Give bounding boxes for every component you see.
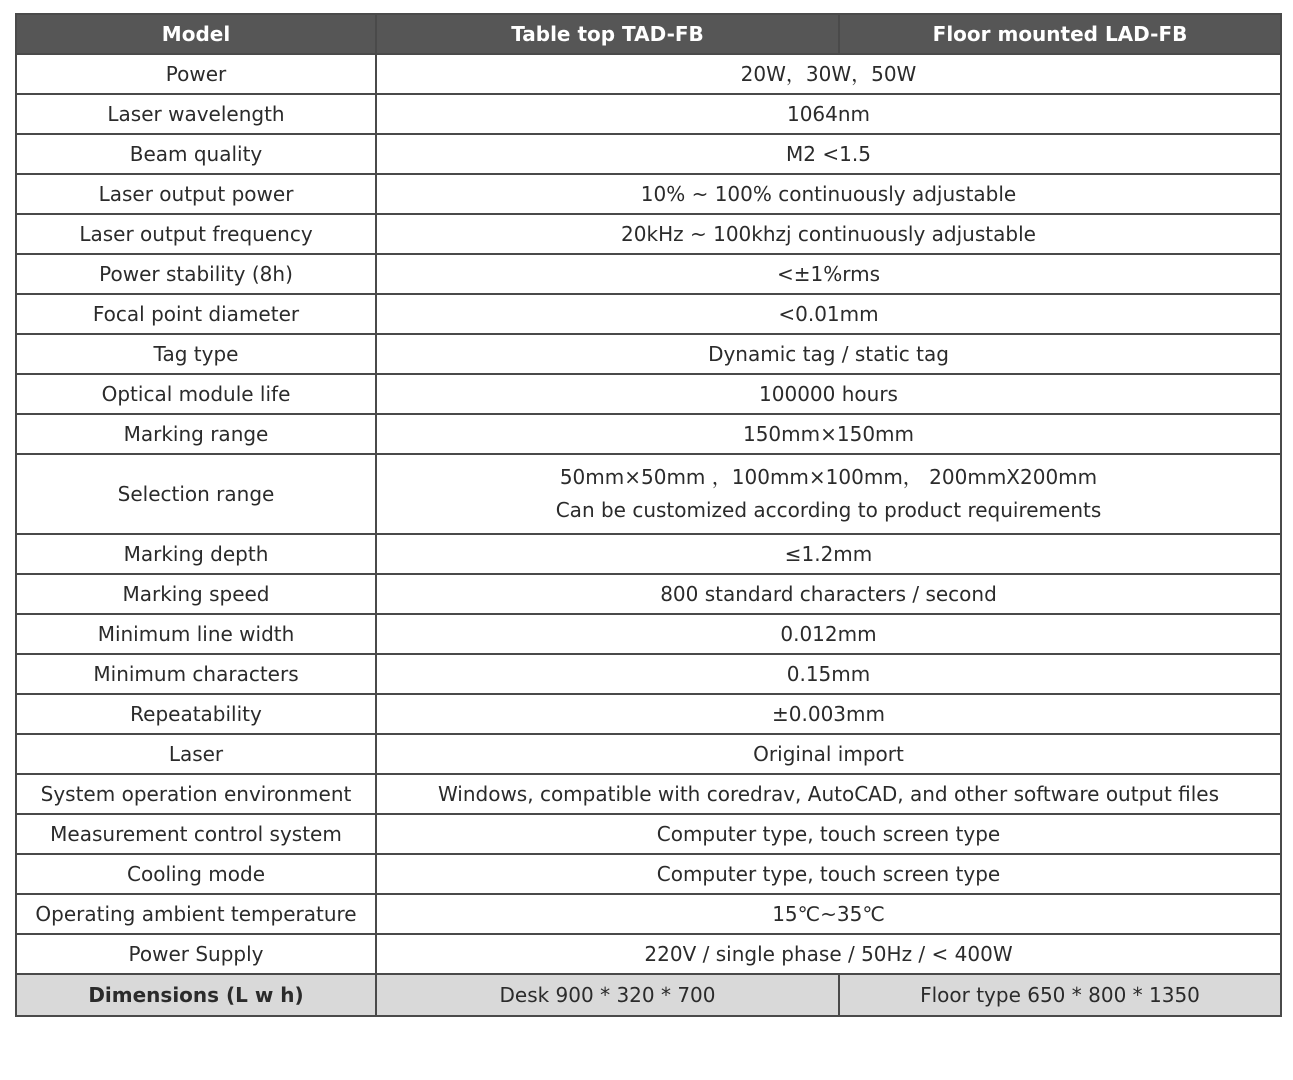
- spec-value: [376, 454, 1281, 534]
- spec-label: Marking speed: [16, 574, 376, 614]
- spec-value: Windows, compatible with coredrav, AutoCAD, and other software output files: [376, 774, 1281, 814]
- spec-label: Laser wavelength: [16, 94, 376, 134]
- spec-label: Power: [16, 54, 376, 94]
- spec-row-laser-output-power: [16, 174, 1281, 214]
- spec-value: <0.01mm: [376, 294, 1281, 334]
- spec-label: Optical module life: [16, 374, 376, 414]
- spec-label: Operating ambient temperature: [16, 894, 376, 934]
- spec-value: 100000 hours: [376, 374, 1281, 414]
- dimensions-desk: Desk 900 * 320 * 700: [376, 974, 839, 1016]
- header-model: Model: [16, 14, 376, 54]
- spec-row-optical-module-life: [16, 374, 1281, 414]
- spec-value: 0.012mm: [376, 614, 1281, 654]
- spec-value: <±1%rms: [376, 254, 1281, 294]
- header-table-top: Table top TAD-FB: [376, 14, 839, 54]
- spec-label: Measurement control system: [16, 814, 376, 854]
- header-floor-mounted: Floor mounted LAD-FB: [839, 14, 1281, 54]
- spec-value: 20W，30W，50W: [376, 54, 1281, 94]
- spec-label: Minimum characters: [16, 654, 376, 694]
- spec-value-line-1: 50mm×50mm ，100mm×100mm， 200mmX200mm: [559, 465, 1098, 489]
- spec-label: Beam quality: [16, 134, 376, 174]
- spec-row-power-supply: [16, 934, 1281, 974]
- spec-row-measurement-control-system: [16, 814, 1281, 854]
- spec-row-power: [16, 54, 1281, 94]
- spec-value: 1064nm: [376, 94, 1281, 134]
- spec-label: Laser: [16, 734, 376, 774]
- spec-label: Minimum line width: [16, 614, 376, 654]
- spec-row-marking-range: [16, 414, 1281, 454]
- spec-row-minimum-line-width: [16, 614, 1281, 654]
- spec-row-marking-speed: [16, 574, 1281, 614]
- spec-label: Cooling mode: [16, 854, 376, 894]
- spec-value: 150mm×150mm: [376, 414, 1281, 454]
- spec-label: Laser output frequency: [16, 214, 376, 254]
- spec-value: Dynamic tag / static tag: [376, 334, 1281, 374]
- spec-value: ±0.003mm: [376, 694, 1281, 734]
- spec-table: [15, 13, 1282, 1017]
- spec-value-line-2: Can be customized according to product requirements: [555, 498, 1102, 522]
- spec-label: Marking range: [16, 414, 376, 454]
- spec-value: Computer type, touch screen type: [376, 814, 1281, 854]
- spec-value: 10% ~ 100% continuously adjustable: [376, 174, 1281, 214]
- spec-value: 220V / single phase / 50Hz / < 400W: [376, 934, 1281, 974]
- spec-label: Laser output power: [16, 174, 376, 214]
- spec-row-beam-quality: [16, 134, 1281, 174]
- dimensions-label: Dimensions (L w h): [16, 974, 376, 1016]
- spec-label: Repeatability: [16, 694, 376, 734]
- spec-row-cooling-mode: [16, 854, 1281, 894]
- spec-row-focal-point-diameter: [16, 294, 1281, 334]
- spec-label: Focal point diameter: [16, 294, 376, 334]
- dimensions-row: [16, 974, 1281, 1016]
- spec-row-minimum-characters: [16, 654, 1281, 694]
- spec-row-operating-ambient-temperature: [16, 894, 1281, 934]
- spec-value: 800 standard characters / second: [376, 574, 1281, 614]
- header-row: [16, 14, 1281, 54]
- spec-value: 20kHz ~ 100khzj continuously adjustable: [376, 214, 1281, 254]
- spec-row-marking-depth: [16, 534, 1281, 574]
- dimensions-floor: Floor type 650 * 800 * 1350: [839, 974, 1281, 1016]
- spec-row-power-stability: [16, 254, 1281, 294]
- spec-label: Marking depth: [16, 534, 376, 574]
- spec-row-selection-range: [16, 454, 1281, 534]
- spec-row-system-operation-environment: [16, 774, 1281, 814]
- spec-row-laser-output-frequency: [16, 214, 1281, 254]
- spec-value: Computer type, touch screen type: [376, 854, 1281, 894]
- spec-label: Tag type: [16, 334, 376, 374]
- spec-value: M2 <1.5: [376, 134, 1281, 174]
- spec-row-tag-type: [16, 334, 1281, 374]
- spec-label: Power stability (8h): [16, 254, 376, 294]
- spec-label: Selection range: [16, 454, 376, 534]
- spec-row-laser: [16, 734, 1281, 774]
- spec-value: Original import: [376, 734, 1281, 774]
- spec-label: System operation environment: [16, 774, 376, 814]
- spec-row-repeatability: [16, 694, 1281, 734]
- spec-row-laser-wavelength: [16, 94, 1281, 134]
- spec-label: Power Supply: [16, 934, 376, 974]
- spec-value: ≤1.2mm: [376, 534, 1281, 574]
- spec-value: 0.15mm: [376, 654, 1281, 694]
- spec-value: 15℃~35℃: [376, 894, 1281, 934]
